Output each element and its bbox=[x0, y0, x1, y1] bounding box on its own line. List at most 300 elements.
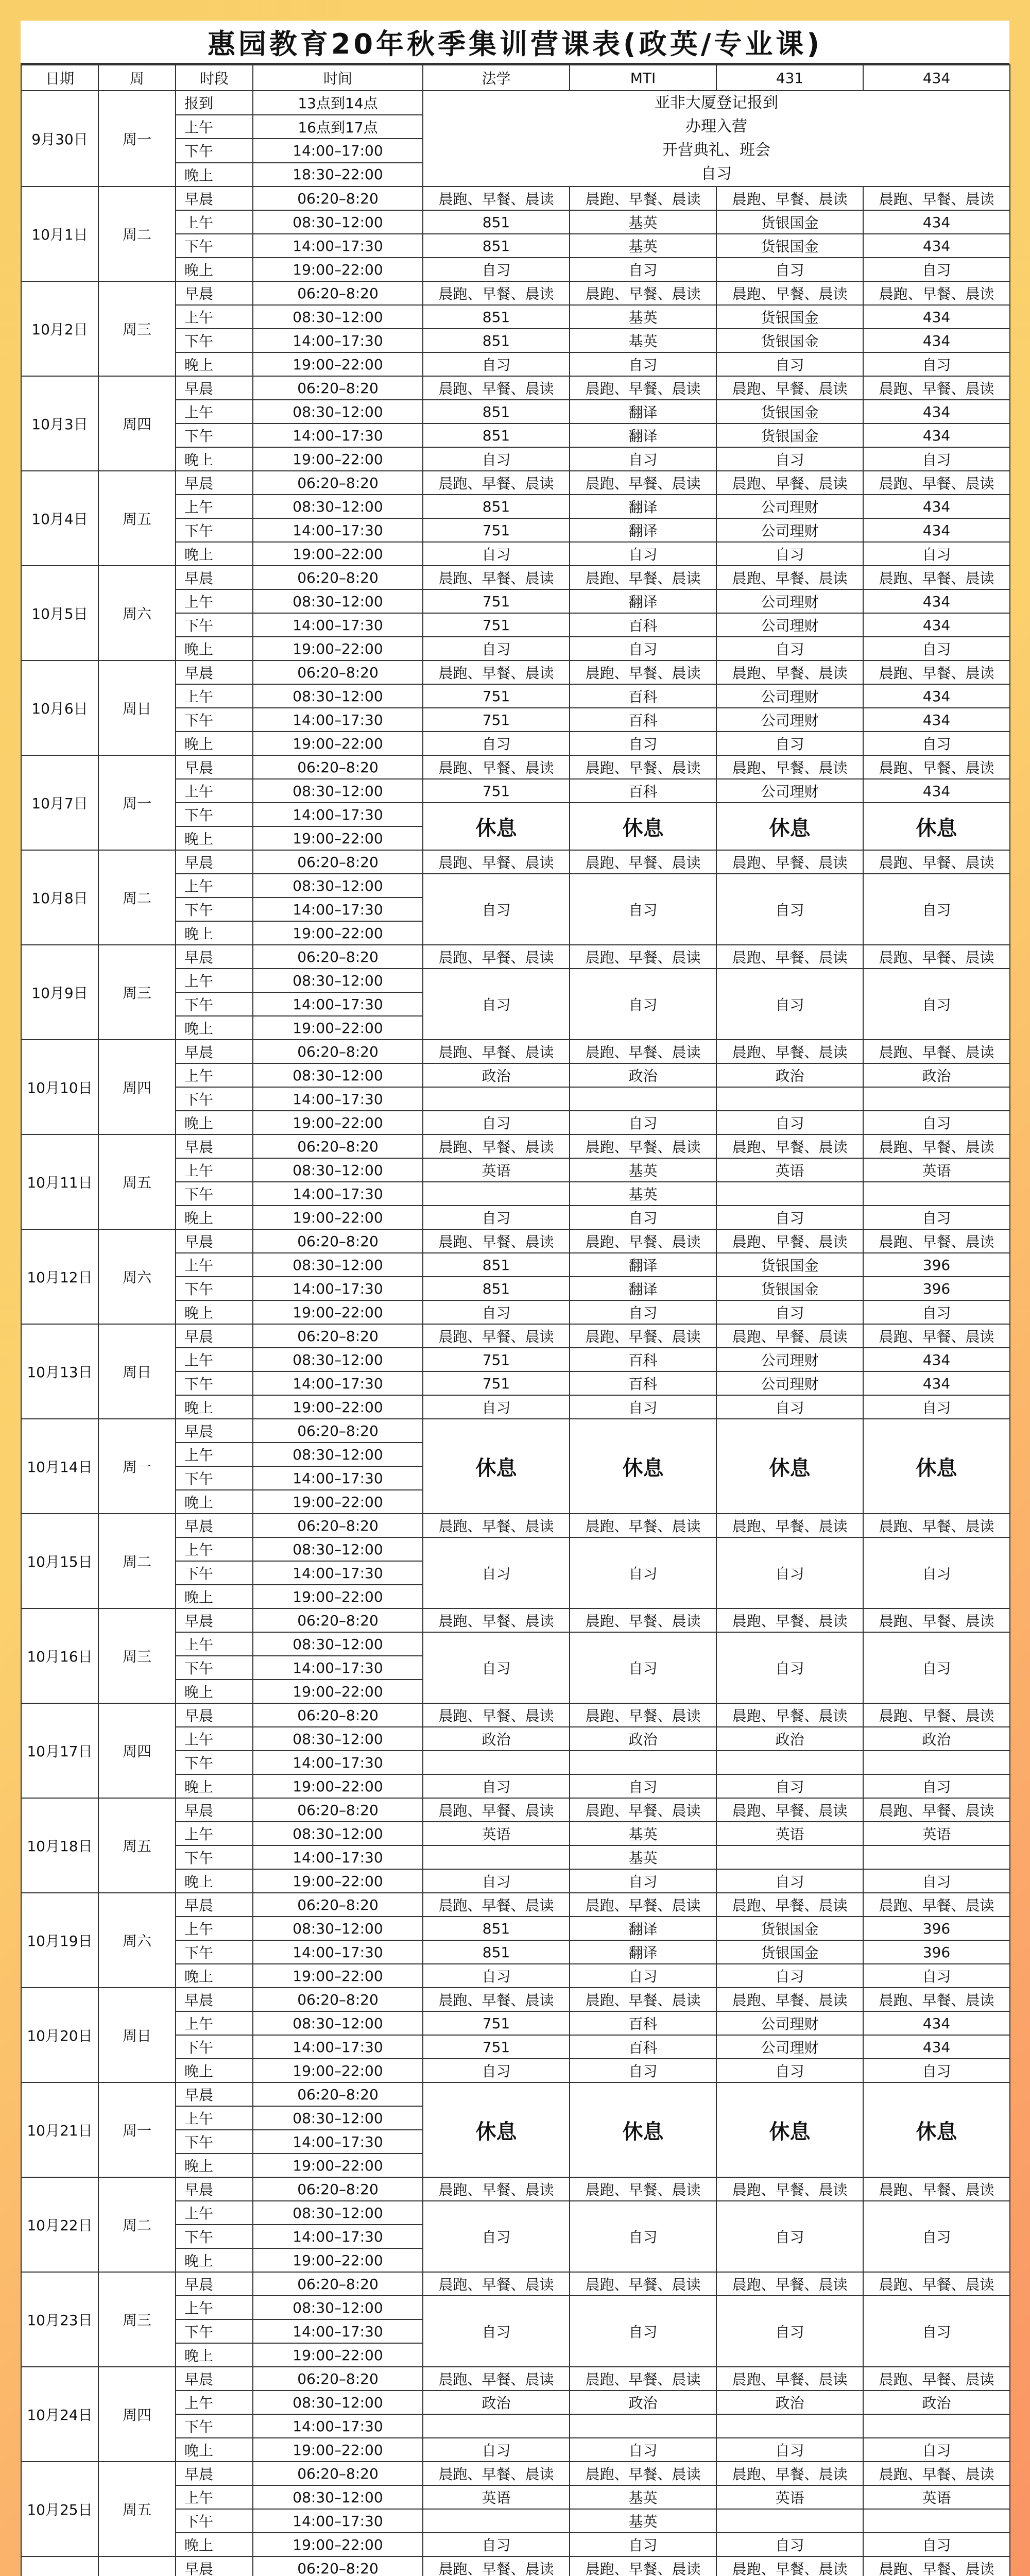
course-cell: 晨跑、早餐、晨读 bbox=[423, 1134, 570, 1158]
slot-cell: 上午 bbox=[176, 2391, 253, 2414]
self-study-cell: 自习 bbox=[570, 1632, 716, 1703]
slot-cell: 晚上 bbox=[176, 447, 253, 471]
course-cell: 851 bbox=[423, 329, 570, 352]
course-cell: 政治 bbox=[570, 2391, 716, 2414]
course-cell: 晨跑、早餐、晨读 bbox=[863, 1134, 1010, 1158]
welcome-line: 亚非大厦登记报到 bbox=[655, 94, 778, 112]
empty-cell bbox=[863, 1087, 1010, 1111]
course-cell: 公司理财 bbox=[716, 779, 863, 803]
slot-cell: 早晨 bbox=[176, 566, 253, 589]
date-cell: 10月8日 bbox=[21, 850, 98, 945]
slot-cell: 早晨 bbox=[176, 1514, 253, 1537]
slot-cell: 下午 bbox=[176, 803, 253, 826]
slot-cell: 上午 bbox=[176, 305, 253, 329]
course-cell: 434 bbox=[863, 589, 1010, 613]
course-cell: 自习 bbox=[570, 1300, 716, 1324]
course-cell: 自习 bbox=[570, 2059, 716, 2082]
time-cell: 08:30–12:00 bbox=[253, 2391, 423, 2414]
course-cell: 自习 bbox=[716, 1774, 863, 1798]
slot-cell: 早晨 bbox=[176, 1798, 253, 1822]
time-cell: 14:00–17:30 bbox=[253, 992, 423, 1016]
weekday-cell: 周一 bbox=[98, 91, 176, 187]
rest-cell: 休息 bbox=[863, 2082, 1010, 2177]
course-cell: 翻译 bbox=[570, 1940, 716, 1964]
course-cell: 自习 bbox=[570, 1869, 716, 1893]
header-mti: MTI bbox=[570, 65, 716, 91]
time-cell: 16点到17点 bbox=[253, 115, 423, 139]
course-cell: 751 bbox=[423, 589, 570, 613]
time-cell: 06:20–8:20 bbox=[253, 660, 423, 684]
slot-cell: 早晨 bbox=[176, 376, 253, 400]
course-cell: 晨跑、早餐、晨读 bbox=[570, 1040, 716, 1063]
course-cell: 晨跑、早餐、晨读 bbox=[570, 281, 716, 305]
course-cell: 晨跑、早餐、晨读 bbox=[423, 850, 570, 874]
welcome-row bbox=[21, 91, 1010, 115]
weekday-cell: 周四 bbox=[98, 1040, 176, 1134]
header-434: 434 bbox=[863, 65, 1010, 91]
course-cell: 晨跑、早餐、晨读 bbox=[570, 471, 716, 495]
course-cell bbox=[716, 1182, 863, 1206]
course-cell: 自习 bbox=[570, 1964, 716, 1988]
weekday-cell: 周五 bbox=[98, 2462, 176, 2556]
slot-cell: 下午 bbox=[176, 613, 253, 637]
time-cell: 06:20–8:20 bbox=[253, 850, 423, 874]
date-cell: 10月25日 bbox=[21, 2462, 98, 2556]
course-cell: 晨跑、早餐、晨读 bbox=[570, 2177, 716, 2201]
slot-cell: 早晨 bbox=[176, 755, 253, 779]
date-cell: 10月7日 bbox=[21, 755, 98, 850]
header-431: 431 bbox=[716, 65, 863, 91]
course-cell: 自习 bbox=[716, 258, 863, 281]
slot-cell: 晚上 bbox=[176, 1206, 253, 1229]
time-cell: 08:30–12:00 bbox=[253, 2106, 423, 2130]
slot-cell: 早晨 bbox=[176, 2462, 253, 2485]
slot-cell: 上午 bbox=[176, 969, 253, 992]
course-cell: 货银国金 bbox=[716, 234, 863, 258]
slot-cell: 晚上 bbox=[176, 826, 253, 850]
course-cell: 晨跑、早餐、晨读 bbox=[863, 660, 1010, 684]
time-cell: 08:30–12:00 bbox=[253, 210, 423, 234]
course-cell: 晨跑、早餐、晨读 bbox=[570, 755, 716, 779]
course-cell: 基英 bbox=[570, 1158, 716, 1182]
course-cell: 基英 bbox=[570, 1845, 716, 1869]
time-cell: 14:00–17:30 bbox=[253, 708, 423, 732]
slot-cell: 晚上 bbox=[176, 921, 253, 945]
course-cell: 翻译 bbox=[570, 1253, 716, 1277]
weekday-cell: 周四 bbox=[98, 1703, 176, 1798]
time-cell: 06:20–8:20 bbox=[253, 2462, 423, 2485]
course-cell: 自习 bbox=[863, 1206, 1010, 1229]
course-cell: 晨跑、早餐、晨读 bbox=[863, 1893, 1010, 1917]
slot-cell: 上午 bbox=[176, 1158, 253, 1182]
course-cell: 晨跑、早餐、晨读 bbox=[570, 1134, 716, 1158]
course-cell: 晨跑、早餐、晨读 bbox=[716, 1703, 863, 1727]
time-cell: 06:20–8:20 bbox=[253, 281, 423, 305]
course-cell: 晨跑、早餐、晨读 bbox=[716, 281, 863, 305]
slot-cell: 上午 bbox=[176, 1063, 253, 1087]
schedule-row bbox=[21, 850, 1010, 874]
schedule-body bbox=[21, 91, 1010, 2576]
self-study-cell: 自习 bbox=[570, 2296, 716, 2367]
course-cell: 434 bbox=[863, 518, 1010, 542]
course-cell: 晨跑、早餐、晨读 bbox=[863, 376, 1010, 400]
schedule-row bbox=[21, 1134, 1010, 1158]
course-cell: 晨跑、早餐、晨读 bbox=[570, 1798, 716, 1822]
course-cell: 晨跑、早餐、晨读 bbox=[716, 2462, 863, 2485]
course-cell: 公司理财 bbox=[716, 2035, 863, 2059]
slot-cell: 下午 bbox=[176, 234, 253, 258]
time-cell: 14:00–17:30 bbox=[253, 518, 423, 542]
course-cell: 晨跑、早餐、晨读 bbox=[423, 2556, 570, 2576]
empty-cell bbox=[570, 1751, 716, 1774]
course-cell: 434 bbox=[863, 495, 1010, 518]
course-cell: 751 bbox=[423, 1371, 570, 1395]
course-cell: 396 bbox=[863, 1940, 1010, 1964]
slot-cell: 早晨 bbox=[176, 1988, 253, 2011]
time-cell: 06:20–8:20 bbox=[253, 1893, 423, 1917]
slot-cell: 晚上 bbox=[176, 258, 253, 281]
course-cell bbox=[423, 2509, 570, 2533]
self-study-cell: 自习 bbox=[423, 874, 570, 945]
course-cell: 基英 bbox=[570, 1822, 716, 1845]
course-cell: 晨跑、早餐、晨读 bbox=[716, 660, 863, 684]
course-cell: 晨跑、早餐、晨读 bbox=[570, 1229, 716, 1253]
slot-cell: 下午 bbox=[176, 1751, 253, 1774]
date-cell: 9月30日 bbox=[21, 91, 98, 187]
course-cell: 434 bbox=[863, 305, 1010, 329]
course-cell: 公司理财 bbox=[716, 708, 863, 732]
course-cell: 晨跑、早餐、晨读 bbox=[570, 1324, 716, 1348]
self-study-cell: 自习 bbox=[863, 969, 1010, 1040]
slot-cell: 晚上 bbox=[176, 2059, 253, 2082]
course-cell: 851 bbox=[423, 1917, 570, 1940]
course-cell: 晨跑、早餐、晨读 bbox=[716, 1988, 863, 2011]
title-bar bbox=[21, 21, 1009, 64]
course-cell: 晨跑、早餐、晨读 bbox=[863, 471, 1010, 495]
slot-cell: 下午 bbox=[176, 1277, 253, 1300]
slot-cell: 下午 bbox=[176, 1561, 253, 1585]
date-cell: 10月4日 bbox=[21, 471, 98, 566]
course-cell: 晨跑、早餐、晨读 bbox=[863, 187, 1010, 210]
course-cell: 基英 bbox=[570, 2509, 716, 2533]
course-cell: 晨跑、早餐、晨读 bbox=[570, 566, 716, 589]
time-cell: 06:20–8:20 bbox=[253, 187, 423, 210]
slot-cell: 早晨 bbox=[176, 1324, 253, 1348]
header-law: 法学 bbox=[423, 65, 570, 91]
course-cell: 晨跑、早餐、晨读 bbox=[716, 471, 863, 495]
weekday-cell: 周三 bbox=[98, 1608, 176, 1703]
time-cell: 19:00–22:00 bbox=[253, 1585, 423, 1608]
course-cell: 自习 bbox=[863, 2438, 1010, 2462]
course-cell: 434 bbox=[863, 708, 1010, 732]
course-cell: 自习 bbox=[716, 1111, 863, 1134]
course-cell: 851 bbox=[423, 1940, 570, 1964]
course-cell: 751 bbox=[423, 518, 570, 542]
course-cell: 晨跑、早餐、晨读 bbox=[716, 1514, 863, 1537]
date-cell: 10月9日 bbox=[21, 945, 98, 1040]
course-cell: 公司理财 bbox=[716, 684, 863, 708]
time-cell: 06:20–8:20 bbox=[253, 376, 423, 400]
course-cell: 公司理财 bbox=[716, 2011, 863, 2035]
slot-cell: 上午 bbox=[176, 2106, 253, 2130]
time-cell: 08:30–12:00 bbox=[253, 969, 423, 992]
weekday-cell: 周一 bbox=[98, 755, 176, 850]
course-cell: 晨跑、早餐、晨读 bbox=[423, 1988, 570, 2011]
slot-cell: 早晨 bbox=[176, 945, 253, 969]
course-cell: 晨跑、早餐、晨读 bbox=[570, 2462, 716, 2485]
date-cell: 10月13日 bbox=[21, 1324, 98, 1419]
course-cell: 851 bbox=[423, 1277, 570, 1300]
course-cell: 自习 bbox=[716, 542, 863, 566]
course-cell: 政治 bbox=[716, 1063, 863, 1087]
course-cell: 基英 bbox=[570, 1182, 716, 1206]
date-cell: 10月10日 bbox=[21, 1040, 98, 1134]
course-cell: 晨跑、早餐、晨读 bbox=[570, 945, 716, 969]
weekday-cell: 周六 bbox=[98, 566, 176, 660]
course-cell: 自习 bbox=[716, 447, 863, 471]
course-cell: 自习 bbox=[570, 542, 716, 566]
course-cell: 晨跑、早餐、晨读 bbox=[423, 1608, 570, 1632]
self-study-cell: 自习 bbox=[716, 2201, 863, 2272]
time-cell: 14:00–17:30 bbox=[253, 1277, 423, 1300]
course-cell: 自习 bbox=[423, 2059, 570, 2082]
schedule-row bbox=[21, 1988, 1010, 2011]
course-cell: 396 bbox=[863, 1917, 1010, 1940]
course-cell: 政治 bbox=[716, 2391, 863, 2414]
time-cell: 18:30–22:00 bbox=[253, 163, 423, 187]
course-cell: 751 bbox=[423, 2035, 570, 2059]
slot-cell: 下午 bbox=[176, 992, 253, 1016]
course-cell: 翻译 bbox=[570, 518, 716, 542]
schedule-row bbox=[21, 1703, 1010, 1727]
course-cell: 自习 bbox=[863, 352, 1010, 376]
rest-cell: 休息 bbox=[423, 2082, 570, 2177]
empty-cell bbox=[570, 1087, 716, 1111]
time-cell: 19:00–22:00 bbox=[253, 1490, 423, 1514]
schedule-row bbox=[21, 1608, 1010, 1632]
self-study-cell: 自习 bbox=[423, 1632, 570, 1703]
slot-cell: 下午 bbox=[176, 2035, 253, 2059]
slot-cell: 早晨 bbox=[176, 1703, 253, 1727]
course-cell: 自习 bbox=[863, 637, 1010, 660]
time-cell: 06:20–8:20 bbox=[253, 1134, 423, 1158]
time-cell: 14:00–17:30 bbox=[253, 613, 423, 637]
course-cell: 自习 bbox=[863, 1964, 1010, 1988]
course-cell: 货银国金 bbox=[716, 305, 863, 329]
course-cell: 434 bbox=[863, 210, 1010, 234]
course-cell: 434 bbox=[863, 1371, 1010, 1395]
rest-cell: 休息 bbox=[716, 1419, 863, 1514]
time-cell: 14:00–17:30 bbox=[253, 2509, 423, 2533]
course-cell: 货银国金 bbox=[716, 423, 863, 447]
course-cell: 货银国金 bbox=[716, 1277, 863, 1300]
time-cell: 14:00–17:30 bbox=[253, 2035, 423, 2059]
course-cell: 晨跑、早餐、晨读 bbox=[423, 1514, 570, 1537]
schedule-sheet bbox=[21, 21, 1009, 2576]
course-cell: 晨跑、早餐、晨读 bbox=[423, 1893, 570, 1917]
slot-cell: 早晨 bbox=[176, 2272, 253, 2296]
course-cell: 晨跑、早餐、晨读 bbox=[570, 2367, 716, 2391]
course-cell: 751 bbox=[423, 2011, 570, 2035]
course-cell: 晨跑、早餐、晨读 bbox=[716, 945, 863, 969]
slot-cell: 早晨 bbox=[176, 660, 253, 684]
time-cell: 08:30–12:00 bbox=[253, 1822, 423, 1845]
course-cell: 自习 bbox=[863, 258, 1010, 281]
course-cell: 自习 bbox=[423, 637, 570, 660]
slot-cell: 上午 bbox=[176, 115, 253, 139]
weekday-cell: 周二 bbox=[98, 1514, 176, 1608]
course-cell: 货银国金 bbox=[716, 329, 863, 352]
date-cell: 10月12日 bbox=[21, 1229, 98, 1324]
course-cell: 自习 bbox=[423, 2533, 570, 2556]
time-cell: 08:30–12:00 bbox=[253, 1632, 423, 1656]
course-cell: 英语 bbox=[716, 1158, 863, 1182]
course-cell: 晨跑、早餐、晨读 bbox=[423, 945, 570, 969]
course-cell: 851 bbox=[423, 305, 570, 329]
course-cell: 晨跑、早餐、晨读 bbox=[570, 660, 716, 684]
time-cell: 14:00–17:30 bbox=[253, 1561, 423, 1585]
course-cell: 晨跑、早餐、晨读 bbox=[716, 1134, 863, 1158]
course-cell: 434 bbox=[863, 234, 1010, 258]
course-cell: 晨跑、早餐、晨读 bbox=[716, 1893, 863, 1917]
date-cell: 10月16日 bbox=[21, 1608, 98, 1703]
course-cell: 翻译 bbox=[570, 495, 716, 518]
weekday-cell: 周日 bbox=[98, 660, 176, 755]
course-cell bbox=[863, 1182, 1010, 1206]
course-cell: 翻译 bbox=[570, 589, 716, 613]
slot-cell: 下午 bbox=[176, 2130, 253, 2154]
course-cell: 百科 bbox=[570, 2011, 716, 2035]
schedule-row bbox=[21, 945, 1010, 969]
slot-cell: 晚上 bbox=[176, 352, 253, 376]
schedule-row bbox=[21, 1419, 1010, 1443]
course-cell bbox=[716, 1845, 863, 1869]
self-study-cell: 自习 bbox=[716, 969, 863, 1040]
course-cell: 396 bbox=[863, 1253, 1010, 1277]
slot-cell: 早晨 bbox=[176, 2177, 253, 2201]
course-cell: 自习 bbox=[716, 2533, 863, 2556]
schedule-row bbox=[21, 1040, 1010, 1063]
course-cell: 751 bbox=[423, 779, 570, 803]
time-cell: 08:30–12:00 bbox=[253, 684, 423, 708]
time-cell: 14:00–17:30 bbox=[253, 897, 423, 921]
time-cell: 19:00–22:00 bbox=[253, 1395, 423, 1419]
course-cell: 晨跑、早餐、晨读 bbox=[423, 281, 570, 305]
date-cell: 10月24日 bbox=[21, 2367, 98, 2462]
course-cell: 政治 bbox=[423, 1063, 570, 1087]
schedule-row bbox=[21, 187, 1010, 210]
course-cell: 晨跑、早餐、晨读 bbox=[863, 850, 1010, 874]
course-cell: 晨跑、早餐、晨读 bbox=[423, 471, 570, 495]
course-cell: 自习 bbox=[570, 447, 716, 471]
weekday-cell: 周日 bbox=[98, 1988, 176, 2082]
time-cell: 19:00–22:00 bbox=[253, 1206, 423, 1229]
date-cell: 10月5日 bbox=[21, 566, 98, 660]
course-cell: 自习 bbox=[423, 1206, 570, 1229]
course-cell: 翻译 bbox=[570, 400, 716, 423]
schedule-row bbox=[21, 2082, 1010, 2106]
time-cell: 14:00–17:30 bbox=[253, 1371, 423, 1395]
empty-cell bbox=[863, 2414, 1010, 2438]
time-cell: 19:00–22:00 bbox=[253, 2154, 423, 2177]
slot-cell: 早晨 bbox=[176, 2082, 253, 2106]
course-cell: 英语 bbox=[716, 1822, 863, 1845]
course-cell: 公司理财 bbox=[716, 1371, 863, 1395]
course-cell: 851 bbox=[423, 495, 570, 518]
course-cell: 自习 bbox=[716, 2059, 863, 2082]
slot-cell: 晚上 bbox=[176, 637, 253, 660]
course-cell: 晨跑、早餐、晨读 bbox=[570, 2272, 716, 2296]
course-cell bbox=[863, 2509, 1010, 2533]
slot-cell: 晚上 bbox=[176, 1111, 253, 1134]
course-cell: 晨跑、早餐、晨读 bbox=[570, 1988, 716, 2011]
slot-cell: 下午 bbox=[176, 2319, 253, 2343]
course-cell: 434 bbox=[863, 2011, 1010, 2035]
empty-cell bbox=[423, 1087, 570, 1111]
date-cell bbox=[21, 2556, 98, 2576]
course-cell: 基英 bbox=[570, 305, 716, 329]
empty-cell bbox=[716, 2414, 863, 2438]
slot-cell: 下午 bbox=[176, 2225, 253, 2248]
course-cell: 政治 bbox=[863, 1727, 1010, 1751]
course-cell: 434 bbox=[863, 400, 1010, 423]
course-cell: 自习 bbox=[863, 1395, 1010, 1419]
course-cell: 货银国金 bbox=[716, 1940, 863, 1964]
weekday-cell: 周一 bbox=[98, 1419, 176, 1514]
schedule-row bbox=[21, 281, 1010, 305]
slot-cell: 上午 bbox=[176, 1443, 253, 1466]
course-cell: 自习 bbox=[570, 258, 716, 281]
course-cell: 851 bbox=[423, 400, 570, 423]
course-cell: 自习 bbox=[716, 732, 863, 755]
course-cell: 百科 bbox=[570, 2035, 716, 2059]
course-cell: 百科 bbox=[570, 779, 716, 803]
course-cell: 晨跑、早餐、晨读 bbox=[863, 2367, 1010, 2391]
self-study-cell: 自习 bbox=[716, 1632, 863, 1703]
slot-cell: 早晨 bbox=[176, 850, 253, 874]
self-study-cell: 自习 bbox=[423, 969, 570, 1040]
weekday-cell: 周五 bbox=[98, 1798, 176, 1893]
course-cell: 晨跑、早餐、晨读 bbox=[863, 281, 1010, 305]
time-cell: 19:00–22:00 bbox=[253, 921, 423, 945]
time-cell: 06:20–8:20 bbox=[253, 1703, 423, 1727]
course-cell: 货银国金 bbox=[716, 400, 863, 423]
course-cell: 自习 bbox=[716, 1206, 863, 1229]
course-cell: 自习 bbox=[423, 732, 570, 755]
course-cell: 英语 bbox=[863, 1158, 1010, 1182]
time-cell: 19:00–22:00 bbox=[253, 1016, 423, 1040]
slot-cell: 早晨 bbox=[176, 1134, 253, 1158]
time-cell: 08:30–12:00 bbox=[253, 1348, 423, 1371]
course-cell: 晨跑、早餐、晨读 bbox=[863, 1324, 1010, 1348]
course-cell: 自习 bbox=[570, 1111, 716, 1134]
course-cell: 政治 bbox=[423, 1727, 570, 1751]
time-cell: 06:20–8:20 bbox=[253, 1040, 423, 1063]
date-cell: 10月3日 bbox=[21, 376, 98, 471]
course-cell: 晨跑、早餐、晨读 bbox=[570, 1514, 716, 1537]
slot-cell: 上午 bbox=[176, 1822, 253, 1845]
rest-cell: 休息 bbox=[863, 1419, 1010, 1514]
course-cell: 434 bbox=[863, 2035, 1010, 2059]
slot-cell: 上午 bbox=[176, 589, 253, 613]
slot-cell: 晚上 bbox=[176, 1680, 253, 1703]
weekday-cell: 周三 bbox=[98, 281, 176, 376]
course-cell: 晨跑、早餐、晨读 bbox=[423, 376, 570, 400]
schedule-row bbox=[21, 1798, 1010, 1822]
course-cell: 自习 bbox=[716, 1300, 863, 1324]
time-cell: 08:30–12:00 bbox=[253, 2296, 423, 2319]
course-cell: 自习 bbox=[423, 1395, 570, 1419]
